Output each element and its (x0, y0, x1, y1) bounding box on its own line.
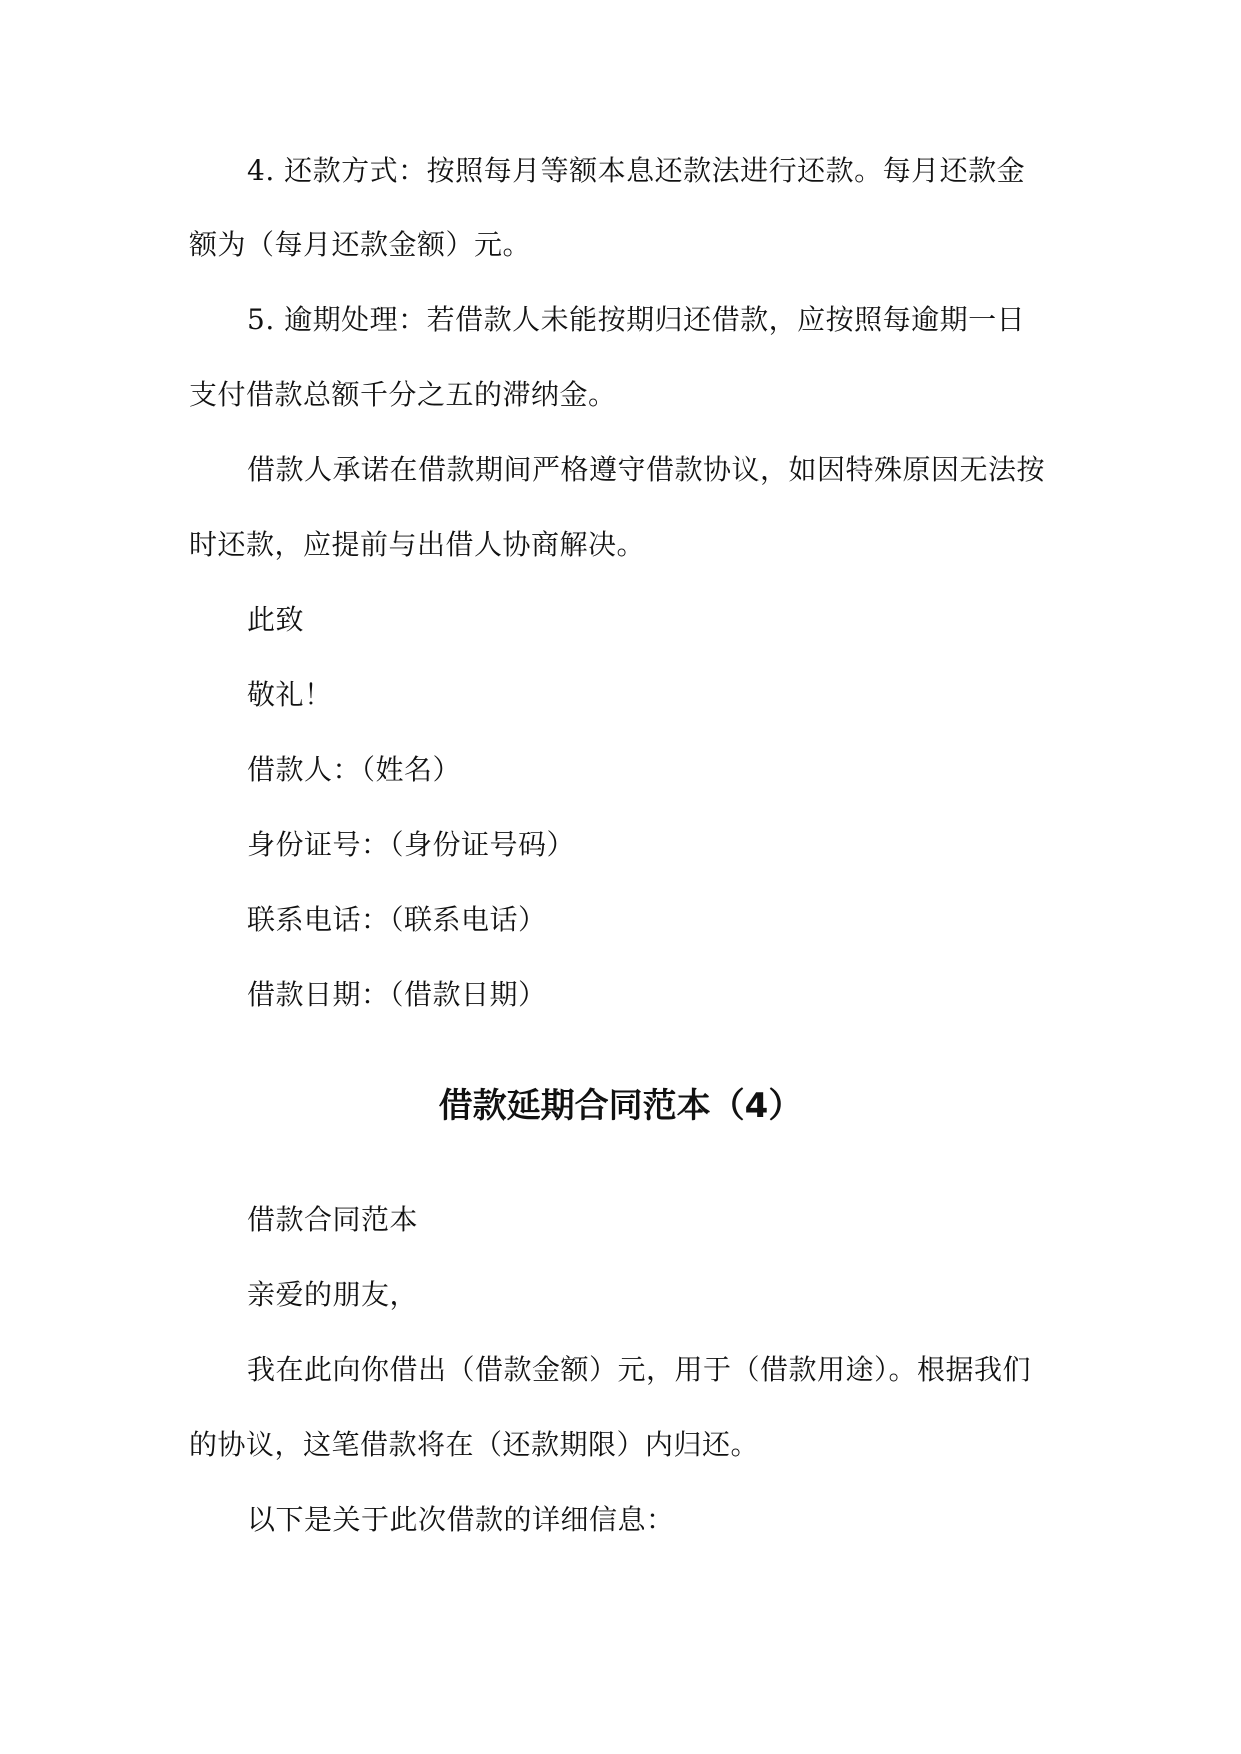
loan-statement-line-2: 的协议，这笔借款将在（还款期限）内归还。 (189, 1428, 760, 1461)
contract-title-line: 借款合同范本 (247, 1203, 419, 1236)
commitment-line-1: 借款人承诺在借款期间严格遵守借款协议，如因特殊原因无法按 (247, 453, 1046, 486)
commitment-line-2: 时还款，应提前与出借人协商解决。 (189, 528, 646, 561)
greeting-line: 亲爱的朋友， (247, 1278, 419, 1311)
section-heading: 借款延期合同范本（4） (438, 1086, 803, 1126)
overdue-line-2: 支付借款总额千分之五的滞纳金。 (189, 378, 617, 411)
loan-date-field: 借款日期：（借款日期） (247, 978, 547, 1011)
borrower-name-field: 借款人：（姓名） (247, 753, 462, 786)
repayment-method-line-1: 4. 还款方式：按照每月等额本息还款法进行还款。每月还款金 (247, 154, 1026, 187)
id-number-field: 身份证号：（身份证号码） (247, 828, 576, 861)
repayment-method-line-2: 额为（每月还款金额）元。 (189, 228, 532, 261)
phone-field: 联系电话：（联系电话） (247, 903, 547, 936)
closing-salutation: 此致 (247, 603, 305, 636)
loan-statement-line-1: 我在此向你借出（借款金额）元，用于（借款用途）。根据我们 (247, 1353, 1032, 1386)
details-intro-line: 以下是关于此次借款的详细信息： (247, 1503, 675, 1536)
closing-regards: 敬礼！ (247, 678, 333, 711)
overdue-line-1: 5. 逾期处理：若借款人未能按期归还借款，应按照每逾期一日 (247, 303, 1026, 336)
